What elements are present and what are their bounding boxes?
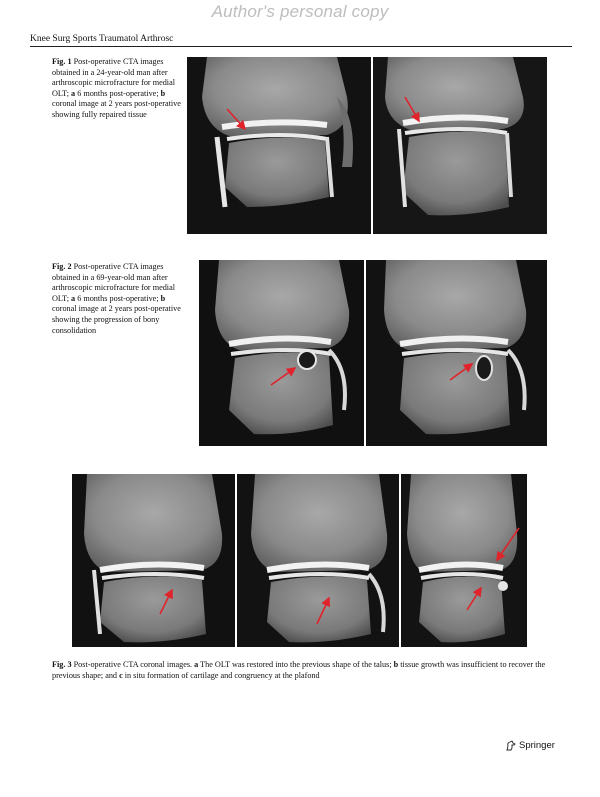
springer-horse-icon bbox=[505, 740, 516, 751]
fig2-b-label: b bbox=[160, 293, 166, 303]
fig3-panel-c bbox=[401, 474, 527, 647]
fig2-text-c: coronal image at 2 years post-operative showing the progression of bony consolidation bbox=[52, 304, 181, 335]
fig3-a-label: a bbox=[194, 660, 199, 669]
fig3-label: Fig. 3 bbox=[52, 660, 72, 669]
fig3-text-c: in situ formation of cartilage and congruency at the plafond bbox=[124, 671, 320, 680]
fig3-panel-b bbox=[237, 474, 399, 647]
fig1-text-c: coronal image at 2 years post-operative showing fully repaired tissue bbox=[52, 99, 181, 119]
fig1-b-label: b bbox=[160, 88, 166, 98]
fig2-text-a: Post-operative CTA images obtained in a 69-year-old man after arthroscopic microfracture for medial OLT; bbox=[52, 262, 175, 303]
watermark: Author's personal copy bbox=[211, 2, 389, 21]
fig2-label: Fig. 2 bbox=[52, 262, 72, 271]
fig1-caption bbox=[52, 57, 182, 121]
running-head: Knee Surg Sports Traumatol Arthrosc bbox=[30, 34, 174, 44]
fig3-c-label: c bbox=[119, 671, 123, 680]
fig3-caption bbox=[52, 659, 572, 681]
fig3-panel-a bbox=[72, 474, 235, 647]
fig2-a-label: a bbox=[71, 293, 76, 303]
fig2-panel-b bbox=[366, 260, 547, 446]
fig1-text-a: Post-operative CTA images obtained in a 24-year-old man after arthroscopic microfracture for medial OLT; bbox=[52, 57, 175, 98]
publisher-name: Springer bbox=[519, 740, 555, 751]
fig3-text-b: tissue growth was insufficient to recover the previous shape; and bbox=[52, 660, 546, 680]
publisher-footer bbox=[505, 740, 555, 751]
fig2-caption bbox=[52, 262, 182, 336]
fig1-text-b: 6 months post-operative; bbox=[77, 88, 159, 98]
fig2-panel-a bbox=[199, 260, 364, 446]
fig3-text-a: The OLT was restored into the previous shape of the talus; bbox=[200, 660, 392, 669]
fig1-a-label: a bbox=[71, 88, 76, 98]
fig1-panel-a bbox=[187, 57, 371, 234]
fig3-text-1: Post-operative CTA coronal images. bbox=[73, 660, 193, 669]
fig2-text-b: 6 months post-operative; bbox=[77, 293, 159, 303]
fig1-label: Fig. 1 bbox=[52, 57, 72, 66]
fig3-b-label: b bbox=[393, 660, 399, 669]
header-rule bbox=[30, 46, 572, 47]
fig1-panel-b bbox=[373, 57, 547, 234]
